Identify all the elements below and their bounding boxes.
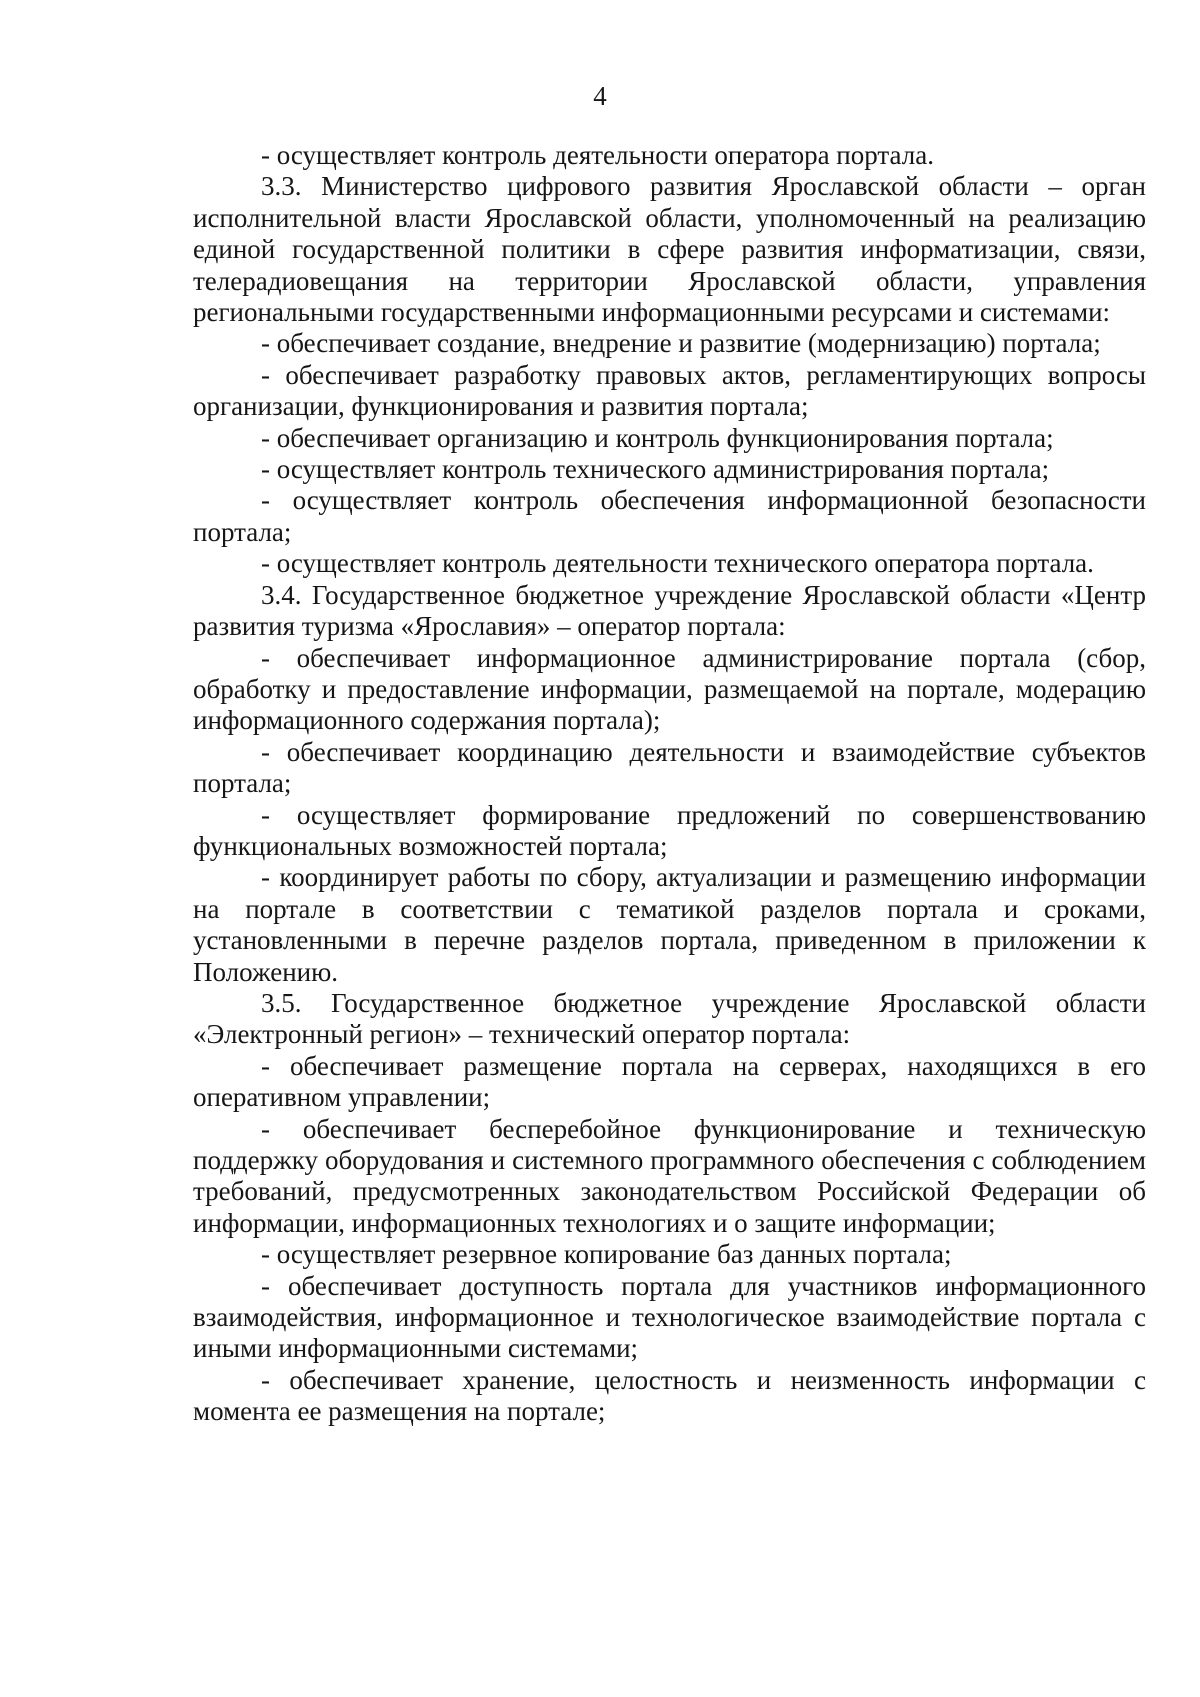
- paragraph: 3.4. Государственное бюджетное учреждение Ярославской области «Центр развития туризма «Ярославия» – оператор портала:: [193, 579, 1146, 642]
- paragraph: 3.5. Государственное бюджетное учреждение Ярославской области «Электронный регион» – технический оператор портала:: [193, 987, 1146, 1050]
- paragraph: - координирует работы по сбору, актуализации и размещению информации на портале в соответствии с тематикой разделов портала и сроками, установленными в перечне разделов портала, приведенном в приложении к Положению.: [193, 862, 1146, 987]
- document-body: [193, 140, 1146, 1428]
- paragraph: - обеспечивает создание, внедрение и развитие (модернизацию) портала;: [261, 328, 1101, 359]
- paragraph: - осуществляет контроль деятельности оператора портала.: [261, 140, 934, 170]
- paragraph: - обеспечивает информационное администрирование портала (сбор, обработку и предоставление информации, размещаемой на портале, модерацию информационного содержания портала);: [193, 642, 1146, 736]
- paragraph: - осуществляет контроль обеспечения информационной безопасности портала;: [193, 485, 1146, 547]
- paragraph: - осуществляет контроль технического администрирования портала;: [261, 454, 1050, 485]
- paragraph: - обеспечивает организацию и контроль функционирования портала;: [261, 422, 1054, 453]
- page-number: 4: [593, 81, 607, 111]
- paragraph: - обеспечивает размещение портала на серверах, находящихся в его оперативном управлении;: [193, 1050, 1146, 1113]
- paragraph: - обеспечивает разработку правовых актов, регламентирующих вопросы организации, функционирования и развития портала;: [193, 359, 1146, 422]
- paragraph: - осуществляет формирование предложений по совершенствованию функциональных возможностей портала;: [193, 799, 1146, 861]
- paragraph: - обеспечивает координацию деятельности и взаимодействие субъектов портала;: [193, 736, 1146, 799]
- paragraph: - обеспечивает бесперебойное функционирование и техническую поддержку оборудования и системного программного обеспечения с соблюдением требований, предусмотренных законодательством Российской Федерации об информации, информационных технологиях и о защите информации;: [193, 1113, 1146, 1238]
- paragraph: - осуществляет резервное копирование баз данных портала;: [261, 1239, 952, 1270]
- paragraph: - осуществляет контроль деятельности технического оператора портала.: [261, 548, 1094, 579]
- paragraph: 3.3. Министерство цифрового развития Ярославской области – орган исполнительной власти Ярославской области, уполномоченный на реализацию единой государственной политики в сфере развития информатизации, связи, телерадиовещания на территории Ярославской области, управления региональными государственными информационными ресурсами и системами:: [193, 171, 1146, 328]
- paragraph: - обеспечивает доступность портала для участников информационного взаимодействия, информационное и технологическое взаимодействие портала с иными информационными системами;: [193, 1270, 1146, 1364]
- paragraph: - обеспечивает хранение, целостность и неизменность информации с момента ее размещения на портале;: [193, 1364, 1146, 1427]
